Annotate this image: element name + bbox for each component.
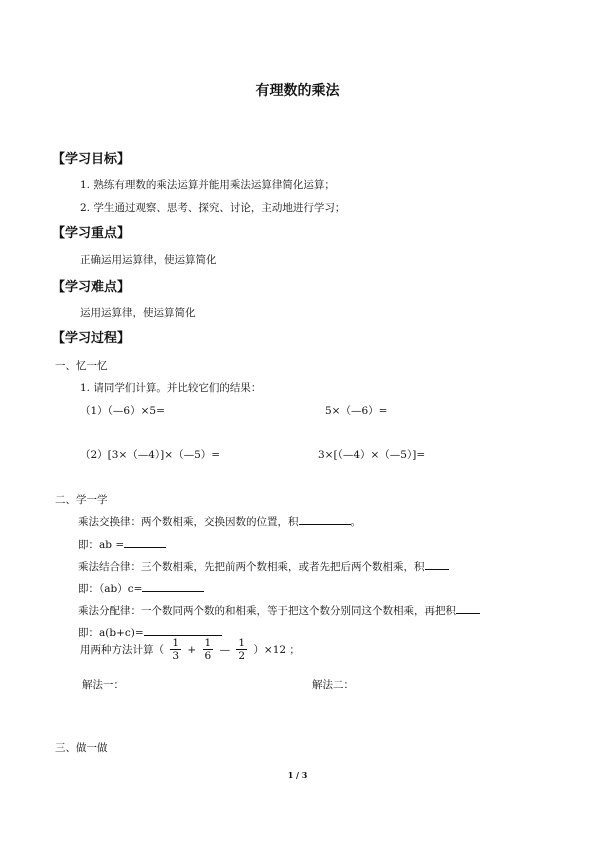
q2-left: （2）[3×（—4）]×（—5）= (80, 449, 221, 461)
page-title: 有理数的乘法 (255, 83, 340, 99)
fraction-one-half (236, 637, 247, 662)
commutative-formula-line (78, 536, 166, 552)
q2-right: 3×[（—4）×（—5）]= (318, 449, 426, 461)
fraction-numerator: 1 (172, 637, 180, 649)
answer-blank[interactable] (124, 536, 166, 548)
goal-item-1: 1. 熟练有理数的乘法运算并能用乘法运算律简化运算； (80, 179, 335, 191)
answer-blank[interactable] (456, 602, 480, 614)
fraction-denominator: 6 (204, 650, 212, 662)
associative-line (78, 558, 449, 574)
fraction-numerator: 1 (238, 637, 246, 649)
distributive-text: 乘法分配律：一个数同两个数的和相乘，等于把这个数分别同这个数相乘，再把积 (78, 605, 456, 617)
commutative-formula: 即：ab = (78, 539, 125, 551)
two-methods-suffix: ）×12 ； (253, 644, 300, 656)
goal-item-2: 2. 学生通过观察、思考、探究、讨论，主动地进行学习； (80, 202, 346, 214)
method-two-label: 解法二： (312, 679, 354, 691)
two-methods-line (78, 637, 302, 662)
q1-left: （1）（—6）×5= (80, 405, 165, 417)
associative-text: 乘法结合律：三个数相乘，先把前两个数相乘，或者先把后两个数相乘，积 (78, 561, 425, 573)
difficulty-text: 运用运算律，使运算简化 (80, 307, 196, 319)
part1-heading: 一、忆一忆 (55, 360, 108, 372)
two-methods-prefix: 用两种方法计算（ (80, 644, 164, 656)
method-one-label: 解法一： (82, 679, 124, 691)
fraction-one-third (170, 637, 181, 662)
process-heading: 【学习过程】 (52, 331, 131, 346)
commutative-text: 乘法交换律：两个数相乘，交换因数的位置，积 (78, 516, 299, 528)
plus-sign: + (187, 643, 197, 656)
commutative-line (78, 513, 361, 529)
part1-instruction: 1. 请同学们计算。并比较它们的结果： (80, 382, 262, 394)
goals-heading: 【学习目标】 (52, 152, 131, 167)
minus-sign: — (219, 643, 231, 656)
q1-right: 5×（—6）= (325, 405, 388, 417)
fraction-numerator: 1 (204, 637, 212, 649)
distributive-line (78, 602, 480, 618)
part2-heading: 二、学一学 (55, 494, 108, 506)
commutative-end: 。 (350, 516, 361, 528)
fraction-one-sixth (203, 637, 214, 662)
page-number: 1 / 3 (287, 770, 308, 780)
difficulty-heading: 【学习难点】 (52, 280, 131, 295)
answer-blank[interactable] (144, 624, 222, 636)
fraction-denominator: 2 (238, 650, 246, 662)
distributive-formula: 即：a(b+c)= (78, 627, 144, 639)
fraction-denominator: 3 (172, 650, 180, 662)
associative-formula: 即：（ab）c= (78, 583, 143, 595)
answer-blank[interactable] (425, 558, 449, 570)
key-heading: 【学习重点】 (52, 226, 131, 241)
answer-blank[interactable] (299, 513, 351, 525)
key-text: 正确运用运算律，使运算简化 (80, 254, 217, 266)
answer-blank[interactable] (142, 580, 204, 592)
associative-formula-line (78, 580, 204, 596)
part3-heading: 三、做一做 (55, 742, 108, 754)
